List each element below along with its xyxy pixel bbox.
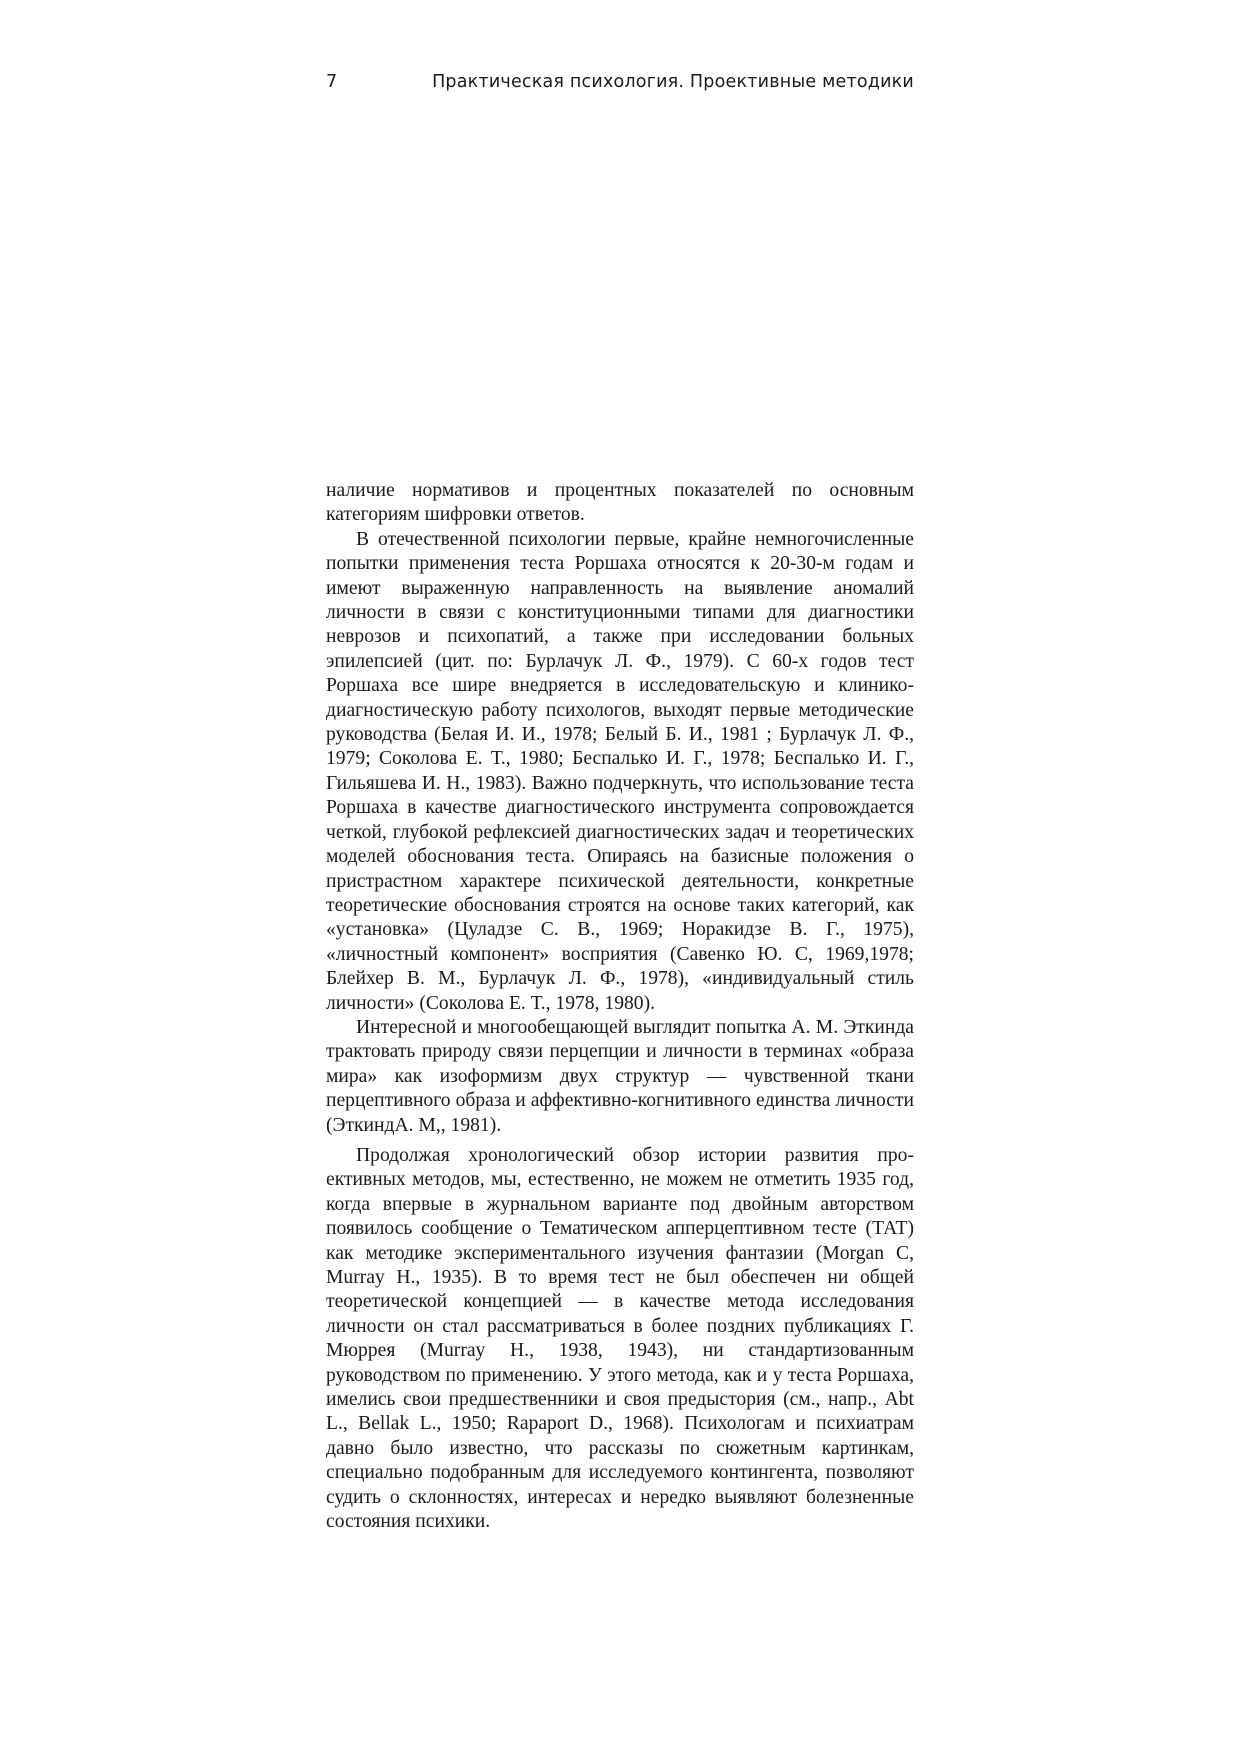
paragraph-tat-history: Продолжая хронологический обзор истории развития проективных методов, мы, естественно, не можем не отметить 1935 год, когда впервые в журнальном варианте под двойным авторством появилось сообщение о Тематическом апперцептивном тесте (ТАТ) как методике экспериментального изучения фантазии (Morgan С, Murray Н., 1935). В то время тест не был обеспечен ни общей теоретической концепцией — в качестве метода исследования личности он стал рассматриваться в более поздних публикациях Г. Мюррея (Murray Н., 1938, 1943), ни стандартизованным руководством по применению. У этого метода, как и у теста Роршаха, имелись свои предшественники и своя предыстория (см., напр., Abt L., Bellak L., 1950; Rapaport D., 1968). Психологам и психиатрам давно было известно, что рассказы по сюжетным картинкам, специально подобранным для исследуемого контингента, позволяют судить о склонностях, интересах и нередко выявляют болезненные состояния психики. <box>326 1144 914 1533</box>
paragraph-domestic-rorschach: В отечественной психологии первые, крайне немногочисленные попытки применения теста Роршаха относятся к 20-30-м годам и имеют выраженную направленность на выявление аномалий личности в связи с конституционными типами для диагностики неврозов и психопатий, а также при исследовании больных эпилепсией (цит. по: Бурлачук Л. Ф., 1979). С 60-х годов тест Роршаха все шире внедряется в исследовательскую и клинико-диагностическую работу психологов, выходят первые методические руководства (Белая И. И., 1978; Белый Б. И., 1981 ; Бурлачук Л. Ф., 1979; Соколова Е. Т., 1980; Беспалько И. Г., 1978; Беспалько И. Г., Гильяшева И. Н., 1983). Важно подчеркнуть, что использование теста Роршаха в качестве диагностического инструмента сопровождается четкой, глубокой рефлексией диагностических задач и теоретических моделей обоснования теста. Опираясь на базисные положения о пристрастном характере психической деятельности, конкретные теоретические обоснования строятся на основе таких категорий, как «установка» (Цуладзе С. В., 1969; Норакидзе В. Г., 1975), «личностный компонент» восприятия (Савенко Ю. С, 1969,1978; Блейхер В. М., Бурлачук Л. Ф., 1978), «индивидуальный стиль личности» (Соколова Е. Т., 1978, 1980). <box>326 528 914 1014</box>
page-number: 7 <box>326 72 338 92</box>
paragraph-continuation: наличие нормативов и процентных показателей по основным категориям шифровки ответов. <box>326 480 914 526</box>
page-header <box>326 72 914 102</box>
body-text <box>326 479 914 1534</box>
running-title: Практическая психология. Проективные методики <box>432 72 914 92</box>
paragraph-etkind: Интересной и многообещающей выглядит попытка А. М. Эткинда трактовать природу связи перцепции и личности в терминах «образа мира» как изоформизм двух структур — чувственной ткани перцептивного образа и аффективно-когнитивного единства личности (ЭткиндА. М,, 1981). <box>326 1016 914 1136</box>
